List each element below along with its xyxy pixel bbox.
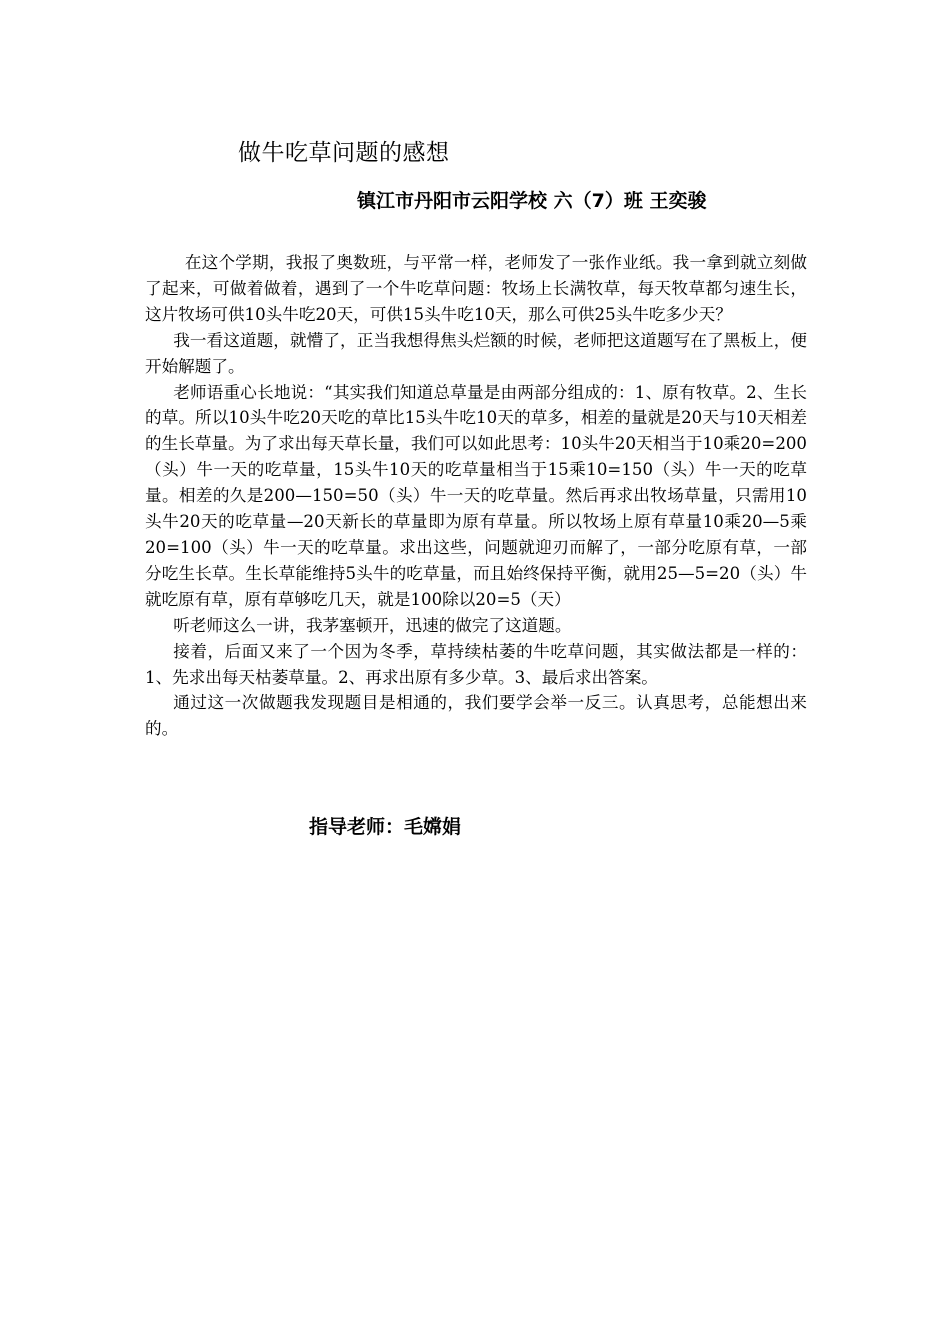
- paragraph-3: 老师语重心长地说：“其实我们知道总草量是由两部分组成的：1、原有牧草。2、生长的草。所以10头牛吃20天吃的草比15头牛吃10天的草多，相差的量就是20天与10天相差的生长草量。为了求出每天草长量，我们可以如此思考：10头牛20天相当于10乘20=200（头）牛一天的吃草量，15头牛10天的吃草量相当于15乘10=150（头）牛一天的吃草量。相差的久是200—150=50（头）牛一天的吃草量。然后再求出牧场草量，只需用10头牛20天的吃草量—20天新长的草量即为原有草量。所以牧场上原有草量10乘20—5乘20=100（头）牛一天的吃草量。求出这些，问题就迎刃而解了，一部分吃原有草，一部分吃生长草。生长草能维持5头牛的吃草量，而且始终保持平衡，就用25—5=20（头）牛就吃原有草，原有草够吃几天，就是100除以20=5（天）: [145, 382, 807, 609]
- paragraph-1: 在这个学期，我报了奥数班，与平常一样，老师发了一张作业纸。我一拿到就立刻做了起来，可做着做着，遇到了一个牛吃草问题：牧场上长满牧草，每天牧草都匀速生长，这片牧场可供10头牛吃20天，可供15头牛吃10天，那么可供25头牛吃多少天？: [145, 253, 807, 324]
- paragraph-5: 接着，后面又来了一个因为冬季，草持续枯萎的牛吃草问题，其实做法都是一样的：1、先求出每天枯萎草量。2、再求出原有多少草。3、最后求出答案。: [145, 641, 807, 687]
- document-title: 做牛吃草问题的感想: [238, 140, 450, 166]
- author-line: 镇江市丹阳市云阳学校 六（7）班 王奕骏: [357, 190, 707, 212]
- paragraph-6: 通过这一次做题我发现题目是相通的，我们要学会举一反三。认真思考，总能想出来的。: [145, 693, 807, 739]
- paragraph-2: 我一看这道题，就懵了，正当我想得焦头烂额的时候，老师把这道题写在了黑板上，便开始解题了。: [145, 330, 807, 376]
- document-body: [145, 250, 807, 742]
- teacher-line: 指导老师：毛嫦娟: [309, 816, 462, 838]
- paragraph-4: 听老师这么一讲，我茅塞顿开，迅速的做完了这道题。: [173, 615, 572, 635]
